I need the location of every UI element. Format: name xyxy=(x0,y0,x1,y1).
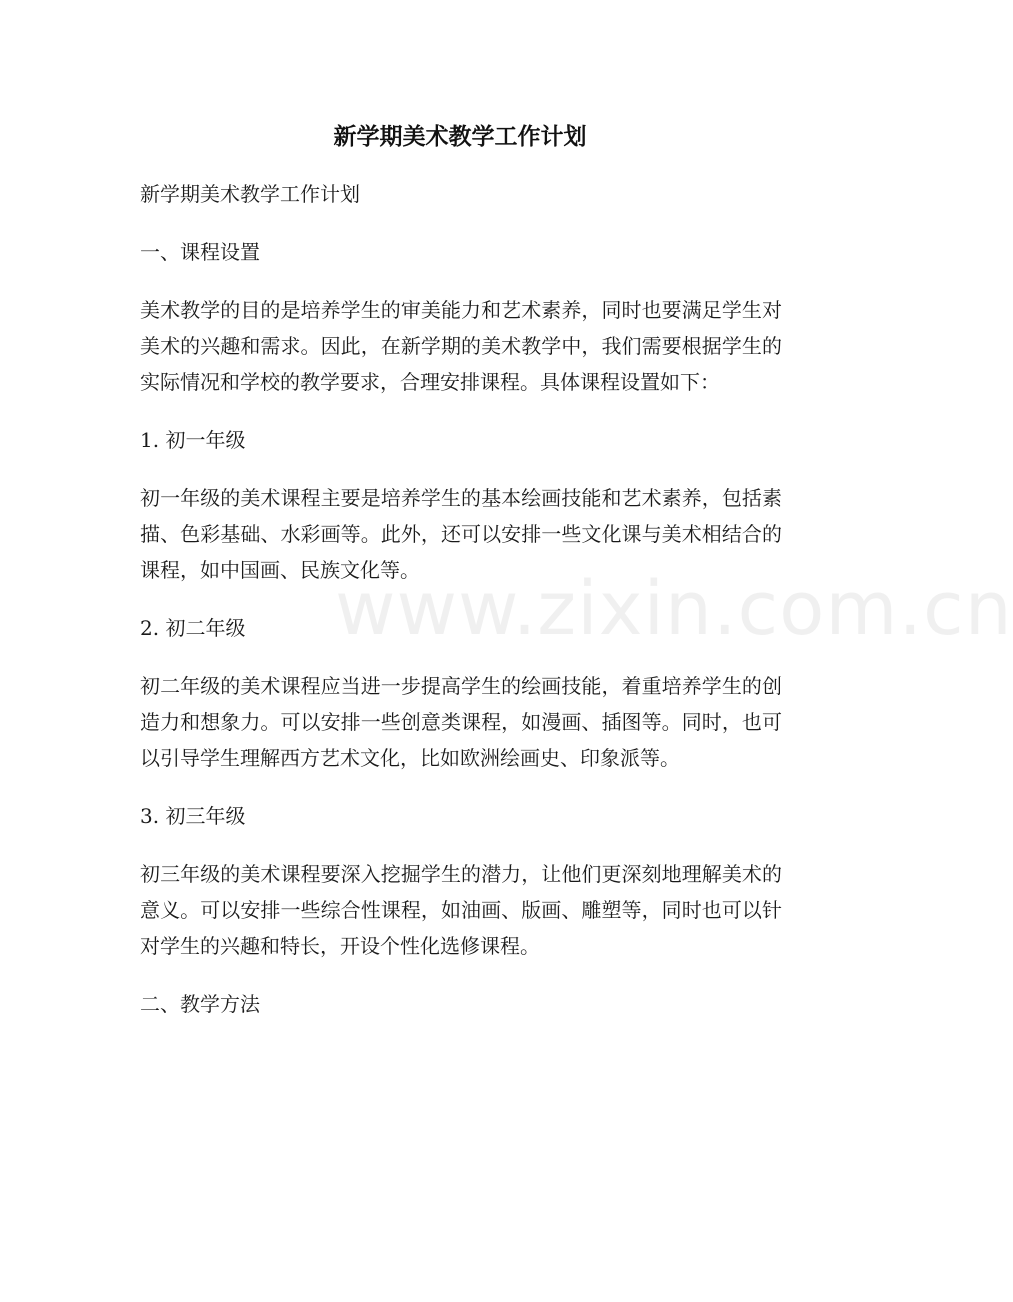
section-heading-teaching-methods: 二、教学方法 xyxy=(140,992,260,1016)
course-setup-intro: 美术教学的目的是培养学生的审美能力和艺术素养，同时也要满足学生对美术的兴趣和需求。因此，在新学期的美术教学中，我们需要根据学生的实际情况和学校的教学要求，合理安排课程。具体课程设置如下： xyxy=(140,298,782,394)
grade-one-label: 1. 初一年级 xyxy=(140,428,246,452)
grade-three-label: 3. 初三年级 xyxy=(140,804,246,828)
section-heading-course-setup: 一、课程设置 xyxy=(140,240,260,264)
document-body xyxy=(140,176,782,1022)
watermark: www.zixin.com.cn xyxy=(335,566,1013,652)
grade-two-text: 初二年级的美术课程应当进一步提高学生的绘画技能，着重培养学生的创造力和想象力。可以安排一些创意类课程，如漫画、插图等。同时，也可以引导学生理解西方艺术文化，比如欧洲绘画史、印象派等。 xyxy=(140,674,782,770)
grade-one-text: 初一年级的美术课程主要是培养学生的基本绘画技能和艺术素养，包括素描、色彩基础、水彩画等。此外，还可以安排一些文化课与美术相结合的课程，如中国画、民族文化等。 xyxy=(140,486,782,582)
document-subtitle: 新学期美术教学工作计划 xyxy=(140,182,360,206)
grade-three-text: 初三年级的美术课程要深入挖掘学生的潜力，让他们更深刻地理解美术的意义。可以安排一些综合性课程，如油画、版画、雕塑等，同时也可以针对学生的兴趣和特长，开设个性化选修课程。 xyxy=(140,862,782,958)
document-title: 新学期美术教学工作计划 xyxy=(333,123,587,150)
grade-two-label: 2. 初二年级 xyxy=(140,616,246,640)
